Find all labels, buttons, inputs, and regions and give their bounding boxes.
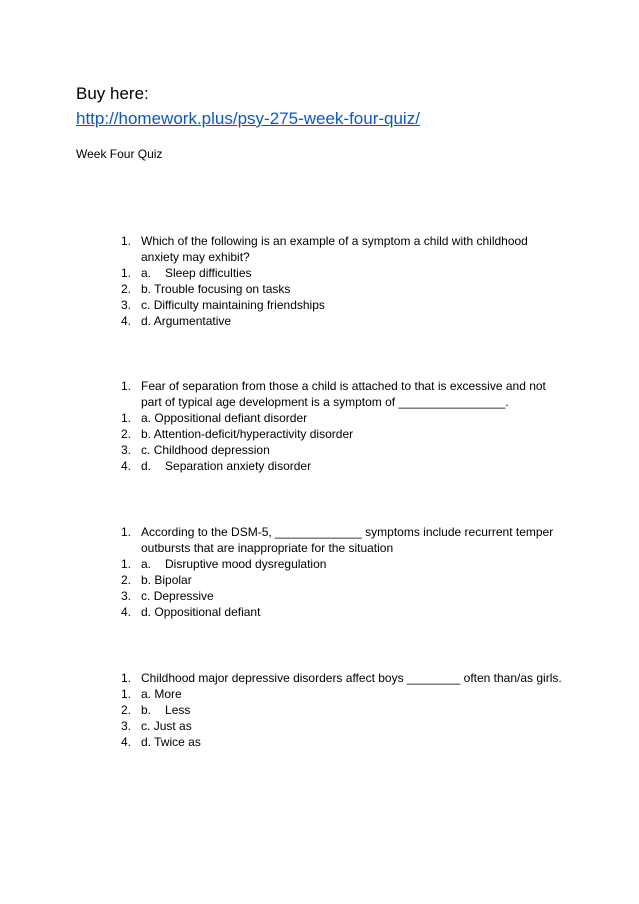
question-text: outbursts that are inappropriate for the situation — [141, 541, 394, 555]
option-letter: c. — [141, 589, 151, 603]
option-number: 1. — [121, 411, 132, 425]
option-letter: b. — [141, 282, 152, 296]
question-text: Childhood major depressive disorders affect boys ________ often than/as girls. — [141, 671, 562, 685]
option-letter: b. — [141, 427, 152, 441]
option-label: Just as — [153, 719, 192, 733]
option-label: Oppositional defiant — [154, 605, 261, 619]
answer-option — [0, 588, 639, 604]
option-label: Sleep difficulties — [165, 266, 252, 280]
option-number: 1. — [121, 557, 132, 571]
buy-here-label: Buy here: — [76, 84, 149, 103]
question-block — [0, 670, 639, 750]
option-number: 3. — [121, 589, 132, 603]
option-number: 3. — [121, 719, 132, 733]
option-label: Argumentative — [153, 314, 232, 328]
question-text: Which of the following is an example of a symptom a child with childhood — [141, 234, 528, 248]
option-letter: b. — [141, 703, 152, 717]
question-block — [0, 233, 639, 329]
option-letter: a. — [141, 411, 152, 425]
option-text — [141, 734, 201, 750]
option-label: Difficulty maintaining friendships — [153, 298, 325, 312]
answer-option — [0, 734, 639, 750]
option-text — [141, 281, 290, 297]
option-text — [141, 702, 190, 718]
answer-option — [0, 686, 639, 702]
question-text: Fear of separation from those a child is attached to that is excessive and not — [141, 379, 546, 393]
question-number: 1. — [121, 379, 132, 393]
option-text — [141, 572, 192, 588]
answer-option — [0, 718, 639, 734]
option-label: Separation anxiety disorder — [165, 459, 312, 473]
question-line — [0, 540, 639, 556]
option-text — [141, 588, 214, 604]
option-letter: c. — [141, 298, 151, 312]
option-number: 1. — [121, 266, 132, 280]
answer-option — [0, 556, 639, 572]
option-label: Disruptive mood dysregulation — [165, 557, 327, 571]
option-text — [141, 718, 192, 734]
option-label: More — [154, 687, 182, 701]
option-number: 3. — [121, 443, 132, 457]
option-text — [141, 265, 252, 281]
option-letter: a. — [141, 687, 152, 701]
option-letter: d. — [141, 459, 152, 473]
option-label: Childhood depression — [153, 443, 270, 457]
question-number: 1. — [121, 234, 132, 248]
option-text — [141, 410, 307, 426]
question-line — [0, 524, 639, 540]
option-text — [141, 686, 182, 702]
option-letter: d. — [141, 735, 152, 749]
option-letter: b. — [141, 573, 152, 587]
question-text: anxiety may exhibit? — [141, 250, 250, 264]
answer-option — [0, 458, 639, 474]
option-label: Bipolar — [154, 573, 192, 587]
option-number: 3. — [121, 298, 132, 312]
document-subtitle: Week Four Quiz — [76, 147, 163, 161]
option-text — [141, 313, 231, 329]
question-line — [0, 233, 639, 249]
option-text — [141, 556, 326, 572]
answer-option — [0, 265, 639, 281]
answer-option — [0, 281, 639, 297]
option-number: 4. — [121, 735, 132, 749]
question-text: part of typical age development is a symptom of ________________. — [141, 395, 509, 409]
question-block — [0, 378, 639, 474]
question-number: 1. — [121, 525, 132, 539]
answer-option — [0, 604, 639, 620]
option-text — [141, 442, 270, 458]
answer-option — [0, 572, 639, 588]
option-text — [141, 426, 353, 442]
option-letter: c. — [141, 719, 151, 733]
option-number: 2. — [121, 427, 132, 441]
option-letter: d. — [141, 605, 152, 619]
question-text: According to the DSM-5, _____________ symptoms include recurrent temper — [141, 525, 554, 539]
option-label: Twice as — [154, 735, 201, 749]
answer-option — [0, 702, 639, 718]
question-line — [0, 249, 639, 265]
answer-option — [0, 313, 639, 329]
answer-option — [0, 410, 639, 426]
option-number: 2. — [121, 282, 132, 296]
option-label: Less — [165, 703, 191, 717]
option-text — [141, 458, 311, 474]
answer-option — [0, 426, 639, 442]
option-text — [141, 604, 260, 620]
question-line — [0, 378, 639, 394]
option-label: Trouble focusing on tasks — [154, 282, 291, 296]
answer-option — [0, 442, 639, 458]
option-number: 1. — [121, 687, 132, 701]
question-block — [0, 524, 639, 620]
question-number: 1. — [121, 671, 132, 685]
quiz-link[interactable]: http://homework.plus/psy-275-week-four-quiz/ — [76, 109, 420, 128]
option-number: 2. — [121, 703, 132, 717]
option-letter: c. — [141, 443, 151, 457]
option-letter: a. — [141, 266, 152, 280]
answer-option — [0, 297, 639, 313]
option-number: 4. — [121, 314, 132, 328]
option-label: Attention-deficit/hyperactivity disorder — [153, 427, 354, 441]
option-letter: d. — [141, 314, 152, 328]
option-number: 4. — [121, 605, 132, 619]
question-line — [0, 394, 639, 410]
question-line — [0, 670, 639, 686]
option-number: 2. — [121, 573, 132, 587]
option-letter: a. — [141, 557, 152, 571]
option-text — [141, 297, 325, 313]
option-label: Oppositional defiant disorder — [154, 411, 308, 425]
option-number: 4. — [121, 459, 132, 473]
option-label: Depressive — [153, 589, 214, 603]
